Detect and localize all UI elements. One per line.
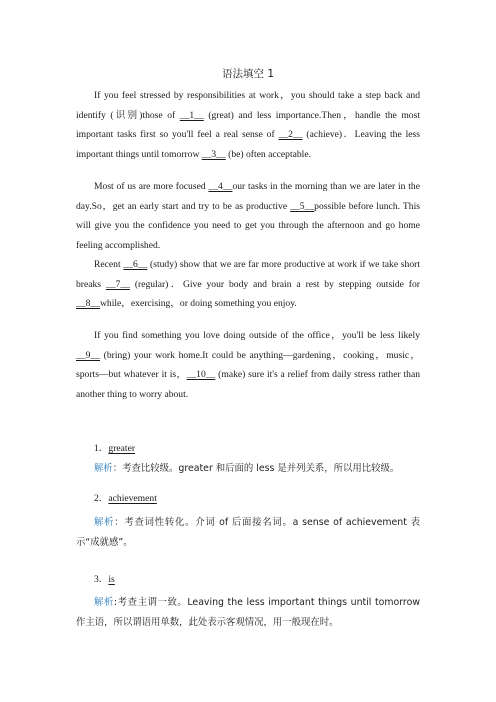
explanation-text: ：考查词性转化。介词 of 后面接名词。a sense of achievement 表示“成就感”。 <box>76 517 420 548</box>
answer-number: 1． <box>94 443 109 454</box>
blank-7: __7__ <box>105 278 130 290</box>
passage-text: our tasks in the morning than we are later in the day.So，get an early start and try to be as productive <box>76 181 420 212</box>
passage-paragraph-3 <box>76 255 420 314</box>
blank-1: __1__ <box>179 109 204 121</box>
explanation-label: 解析 <box>94 517 115 528</box>
blank-8: __8__ <box>76 298 100 309</box>
answer-number: 2． <box>94 493 109 504</box>
passage-paragraph-1 <box>76 86 420 164</box>
passage-paragraph-2 <box>76 177 420 255</box>
passage-text: (great) and less importance.Then，handle the most important tasks first so you'll feel a real sense of <box>76 109 420 140</box>
explanation-text: ：考查比较级。greater 和后面的 less 是并列关系，所以用比较级。 <box>112 463 400 474</box>
passage-text: (make) sure it's a relief from daily stress rather than another thing to worry about. <box>76 369 420 400</box>
blank-9: __9__ <box>76 349 100 361</box>
passage-text: Most of us are more focused <box>94 181 209 192</box>
explanation-3 <box>76 593 420 633</box>
answer-word: achievement <box>108 493 157 504</box>
blank-5: __5__ <box>290 200 315 212</box>
answer-3 <box>94 571 115 585</box>
passage-text: (regular)．Give your body and brain a rest by stepping outside for <box>129 278 420 290</box>
passage-text: possible before lunch. This will give you the confidence you need to get you through the afternoon and go home feeling accomplished. <box>76 200 420 251</box>
passage-text: (bring) your work home.It could be anything—gardening，cooking，music，sports—but whatever it is， <box>76 349 420 380</box>
blank-2: __2__ <box>278 129 303 140</box>
blank-3: __3__ <box>201 148 226 160</box>
explanation-label: 解析 <box>94 463 113 474</box>
answer-number: 3． <box>94 574 109 585</box>
passage-text: while，exercising，or doing something you enjoy. <box>99 298 297 309</box>
passage-text: Recent <box>94 259 124 270</box>
passage-text: (achieve)．Leaving the less important things until tomorrow <box>76 129 420 160</box>
passage-text: If you feel stressed by responsibilities at work，you should take a step back and identify (识别)those of <box>76 90 420 121</box>
blank-6: __6__ <box>123 259 148 270</box>
answer-1 <box>94 440 135 454</box>
page-title: 语法填空 1 <box>221 68 275 80</box>
blank-10: __10__ <box>186 369 216 380</box>
explanation-1 <box>76 459 420 479</box>
passage-text: If you find something you love doing outside of the office，you'll be less likely <box>94 330 420 341</box>
passage-paragraph-4 <box>76 326 420 404</box>
explanation-text: :考查主谓一致。Leaving the less important things until tomorrow 作主语，所以谓语用单数，此处表示客观情况，用一般现在时。 <box>76 597 420 628</box>
answer-2 <box>94 490 157 504</box>
answer-word: greater <box>108 443 136 454</box>
blank-4: __4__ <box>208 181 233 192</box>
passage-text: (be) often acceptable. <box>225 148 311 160</box>
answer-word: is <box>108 574 115 585</box>
passage-text: (study) show that we are far more productive at work if we take short breaks <box>76 259 420 290</box>
explanation-label: 解析 <box>94 597 114 608</box>
explanation-2 <box>76 513 420 553</box>
